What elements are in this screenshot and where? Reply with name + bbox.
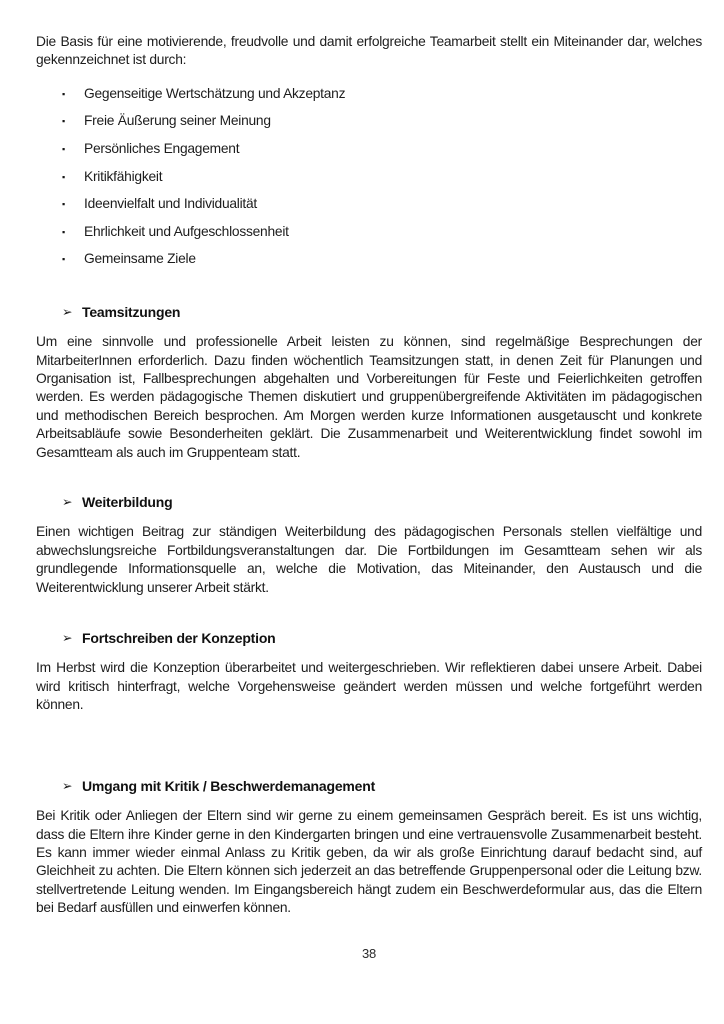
list-item <box>36 168 702 186</box>
list-item-label: Ehrlichkeit und Aufgeschlossenheit <box>84 223 289 239</box>
section-title: Fortschreiben der Konzeption <box>82 630 276 647</box>
square-bullet-icon: ▪ <box>62 116 65 127</box>
list-item <box>36 250 702 268</box>
list-item <box>36 195 702 213</box>
list-item-label: Kritikfähigkeit <box>84 168 163 184</box>
section-heading <box>36 629 702 647</box>
section-fortschreiben-der-konzeption <box>36 629 702 715</box>
section-teamsitzungen <box>36 303 702 462</box>
square-bullet-icon: ▪ <box>62 144 65 154</box>
arrowhead-bullet-icon: ➢ <box>62 778 73 793</box>
arrowhead-bullet-icon: ➢ <box>62 304 73 319</box>
square-bullet-icon: ▪ <box>62 171 65 182</box>
square-bullet-icon: ▪ <box>62 88 65 99</box>
list-item-label: Gegenseitige Wertschätzung und Akzeptanz <box>84 85 346 101</box>
arrowhead-bullet-icon: ➢ <box>62 631 73 646</box>
values-bullet-list <box>36 85 702 269</box>
list-item <box>36 223 702 241</box>
section-weiterbildung <box>36 493 702 597</box>
square-bullet-icon: ▪ <box>62 226 65 237</box>
section-paragraph: Um eine sinnvolle und professionelle Arbeit leisten zu können, sind regelmäßige Besprechungen der MitarbeiterInnen erforderlich. Dazu finden wöchentlich Teamsitzungen statt, in denen Zeit für Planungen und Organisation ist, Fallbesprechungen abgehalten und Vorbereitungen für Feste und Feierlichkeiten getroffen werden. Es werden pädagogische Themen diskutiert und gruppenübergreifende Aktivitäten im pädagogischen und methodischen Bereich besprochen. Am Morgen werden kurze Informationen ausgetauscht und konkrete Arbeitsabläufe sowie Besonderheiten geklärt. Die Zusammenarbeit und Weiterentwicklung findet sowohl im Gesamtteam als auch im Gruppenteam statt. <box>36 334 702 460</box>
square-bullet-icon: ▪ <box>62 199 65 210</box>
square-bullet-icon: ▪ <box>62 254 65 265</box>
section-heading <box>36 303 702 321</box>
list-item-label: Freie Äußerung seiner Meinung <box>84 113 271 129</box>
section-title: Weiterbildung <box>82 494 173 511</box>
section-title: Umgang mit Kritik / Beschwerdemanagement <box>82 777 376 794</box>
arrowhead-bullet-icon: ➢ <box>62 495 73 510</box>
page-number: 38 <box>361 945 377 961</box>
section-paragraph: Einen wichtigen Beitrag zur ständigen Weiterbildung des pädagogischen Personals stellen vielfältige und abwechslungsreiche Fortbildungsveranstaltungen dar. Die Fortbildungen im Gesamtteam sehen wir als grundlegende Informationsquelle an, welche die Motivation, das Miteinander, den Austausch und die Weiterentwicklung unserer Arbeit stärkt. <box>36 524 702 595</box>
list-item-label: Persönliches Engagement <box>84 141 240 156</box>
intro-paragraph: Die Basis für eine motivierende, freudvolle und damit erfolgreiche Teamarbeit stellt ein Miteinander dar, welches gekennzeichnet ist durch: <box>36 34 702 68</box>
section-title: Teamsitzungen <box>82 303 181 320</box>
section-paragraph: Bei Kritik oder Anliegen der Eltern sind wir gerne zu einem gemeinsamen Gespräch bereit. Es ist uns wichtig, dass die Eltern ihre Kinder gerne in den Kindergarten bringen und eine vertrauensvolle Zusammenarbeit besteht. Es kann immer wieder einmal Anlass zu Kritik geben, da wir als große Einrichtung darauf bedacht sind, auf Gleichheit zu achten. Die Eltern können sich jederzeit an das betreffende Gruppenpersonal oder die Leitung bzw. stellvertretende Leitung wenden. Im Eingangsbereich hängt zudem ein Beschwerdeformular aus, das die Eltern bei Bedarf ausfüllen und einwerfen können. <box>36 808 702 916</box>
section-paragraph: Im Herbst wird die Konzeption überarbeitet und weitergeschrieben. Wir reflektieren dabei unsere Arbeit. Dabei wird kritisch hinterfragt, welche Vorgehensweise geändert werden müssen und welche fortgeführt werden können. <box>36 660 702 713</box>
list-item-label: Ideenvielfalt und Individualität <box>84 196 258 212</box>
section-heading <box>36 777 702 795</box>
list-item <box>36 85 702 103</box>
list-item <box>36 112 702 130</box>
section-heading <box>36 493 702 511</box>
list-item-label: Gemeinsame Ziele <box>84 251 196 267</box>
section-umgang-mit-kritik <box>36 777 702 918</box>
list-item <box>36 140 702 158</box>
